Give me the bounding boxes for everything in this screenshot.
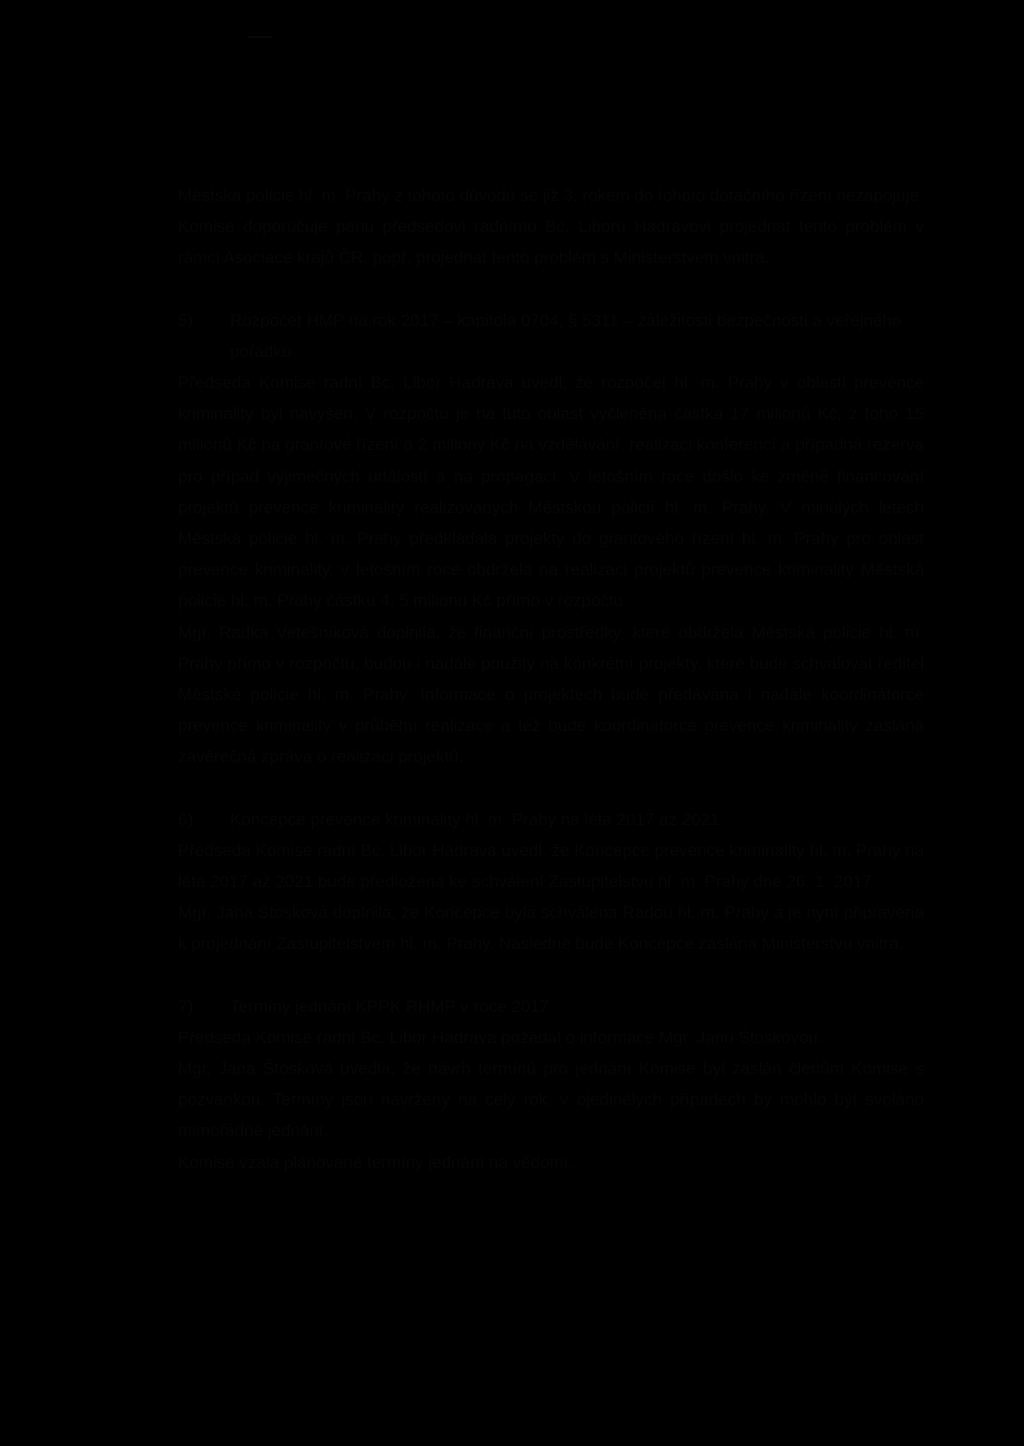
section-6 — [178, 804, 924, 960]
intro-paragraph-2: Komise doporučuje panu předsedovi radnímu Bc. Liboru Hadravovi projednat tento problém v rámci Asociace krajů ČR, popř. projednat tento problém s Ministerstvem vnitra. — [178, 217, 924, 268]
section-number: 5) — [178, 310, 194, 330]
section-heading — [178, 804, 924, 835]
section-paragraph: Mgr. Jana Štosková uvedla, že návrh termínů pro jednání Komise byl zaslán členům Komise s pozvánkou. Termíny jsou navrženy na celý rok, v ojedinělých případech by mohlo být svoláno mimořádné jednání. — [178, 1059, 924, 1141]
section-title: Termíny jednání KPPK RHMP v roce 2017 — [230, 996, 550, 1016]
section-heading — [178, 305, 924, 367]
section-number: 6) — [178, 809, 194, 829]
section-paragraph: Mgr. Jana Štosková doplnila, že Koncepce byla schválena Radou hl. m. Prahy a je nyní připravena k projednání Zastupitelstvem hl. m. Prahy. Následně bude Koncepce zaslána Ministerstvu vnitra. — [178, 903, 924, 954]
section-paragraph: Předseda Komise radní Bc. Libor Hadrava uvedl, že Koncepce prevence kriminality hl. m. Prahy na léta 2017 až 2021 bude předložena ke schválení Zastupitelstvu hl. m. Prahy dne 26. 1. 2017. — [178, 840, 924, 892]
section-number: 7) — [178, 996, 194, 1016]
section-paragraph: Předseda Komise radní Bc. Libor Hadrava uvedl, že rozpočet hl. m. Prahy v oblasti prevence kriminality byl navýšen. V rozpočtu je na tuto oblast vyčleněna částka 17 milionů Kč, z toho 15 milionů Kč na grantové řízení a 2 miliony Kč na vzdělávání, realizaci konferencí a případná rezerva pro případ výjimečných událostí a na propagaci. V letošním roce došlo ke změně financování projektů prevence kriminality realizovaných Městskou policií hl. m. Prahy. V minulých letech Městská policie hl. m. Prahy předkládala projekty do grantového řízení hl. m. Prahy pro oblast prevence kriminality, v letošním roce obdržela na realizaci projektů prevence kriminality Městská policie hl. m. Prahy částku 4, 5 milionu Kč přímo v rozpočtu. — [178, 373, 924, 611]
section-heading — [178, 991, 924, 1022]
section-5 — [178, 305, 924, 773]
document-body — [178, 180, 924, 1178]
section-7 — [178, 991, 924, 1178]
section-title: Koncepce prevence kriminality hl. m. Prahy na léta 2017 až 2021 — [230, 809, 720, 829]
scan-artifact — [248, 36, 272, 38]
section-paragraph: Komise vzala plánované termíny jednání na vědomí. — [178, 1152, 574, 1172]
section-title: Rozpočet HMP na rok 2017 – kapitola 0704, § 5311 – záležitosti bezpečnosti a veřejného pořádku — [230, 310, 902, 361]
intro-paragraph-1: Městská policie hl. m. Prahy z tohoto důvodu se již 3. rokem do tohoto dotačního řízení nezapojuje. — [178, 186, 924, 205]
section-paragraph: Mgr. Radka Vetešníková doplnila, že finanční prostředky, které obdržela Městská policie hl. m. Prahy přímo v rozpočtu, budou i nadále použity na konkrétní projekty, které bude schvalovat ředitel Městské policie hl. m. Prahy. Informace o projektech bude předávána i nadále koordinátorce prevence kriminality v průběhu realizace a též bude koordinátorce prevence kriminality zaslána závěrečná zpráva o realizaci projektů. — [178, 622, 924, 767]
section-paragraph: Předseda Komise radní Bc. Libor Hadrava požádal o informace Mgr. Janu Štoskovou. — [178, 1027, 823, 1047]
